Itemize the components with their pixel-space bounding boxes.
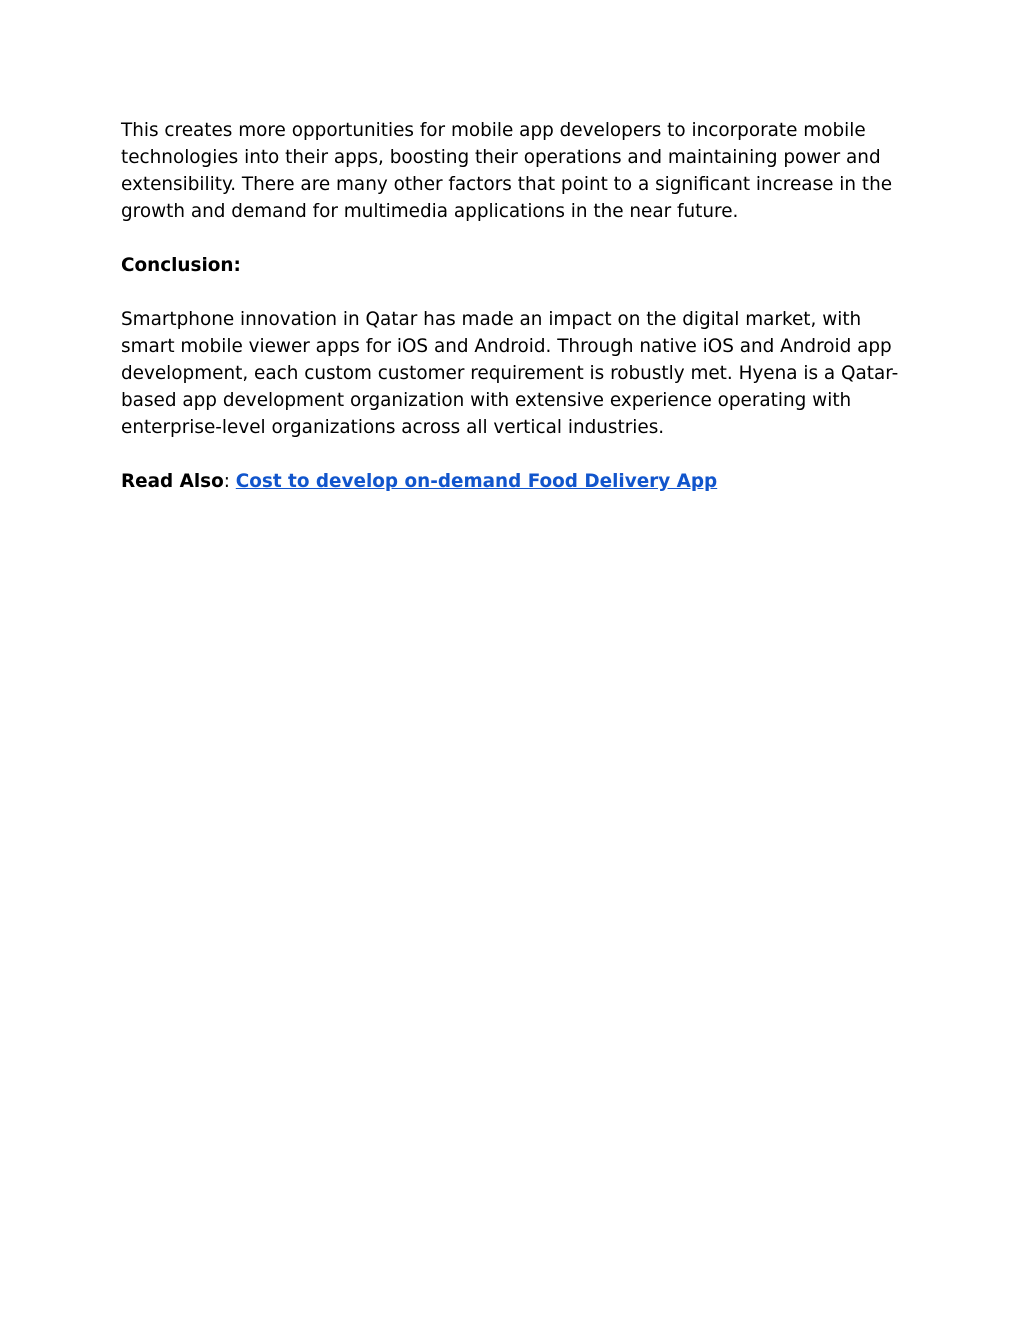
conclusion-paragraph: Smartphone innovation in Qatar has made an impact on the digital market, with smart mobile viewer apps for iOS and Android. Through native iOS and Android app development, each custom customer requirement is robustly met. Hyena is a Qatar-based app development organization with extensive experience operating with enterprise-level organizations across all vertical industries. (121, 309, 899, 438)
document-page (121, 117, 911, 495)
read-also-label: Read Also (121, 471, 224, 492)
read-also-separator: : (223, 471, 236, 492)
food-delivery-app-link[interactable]: Cost to develop on-demand Food Delivery App (235, 471, 718, 492)
read-also-line (121, 468, 911, 495)
intro-paragraph: This creates more opportunities for mobile app developers to incorporate mobile technologies into their apps, boosting their operations and maintaining power and extensibility. There are many other factors that point to a significant increase in the growth and demand for multimedia applications in the near future. (121, 120, 893, 222)
conclusion-heading: Conclusion: (121, 255, 241, 276)
